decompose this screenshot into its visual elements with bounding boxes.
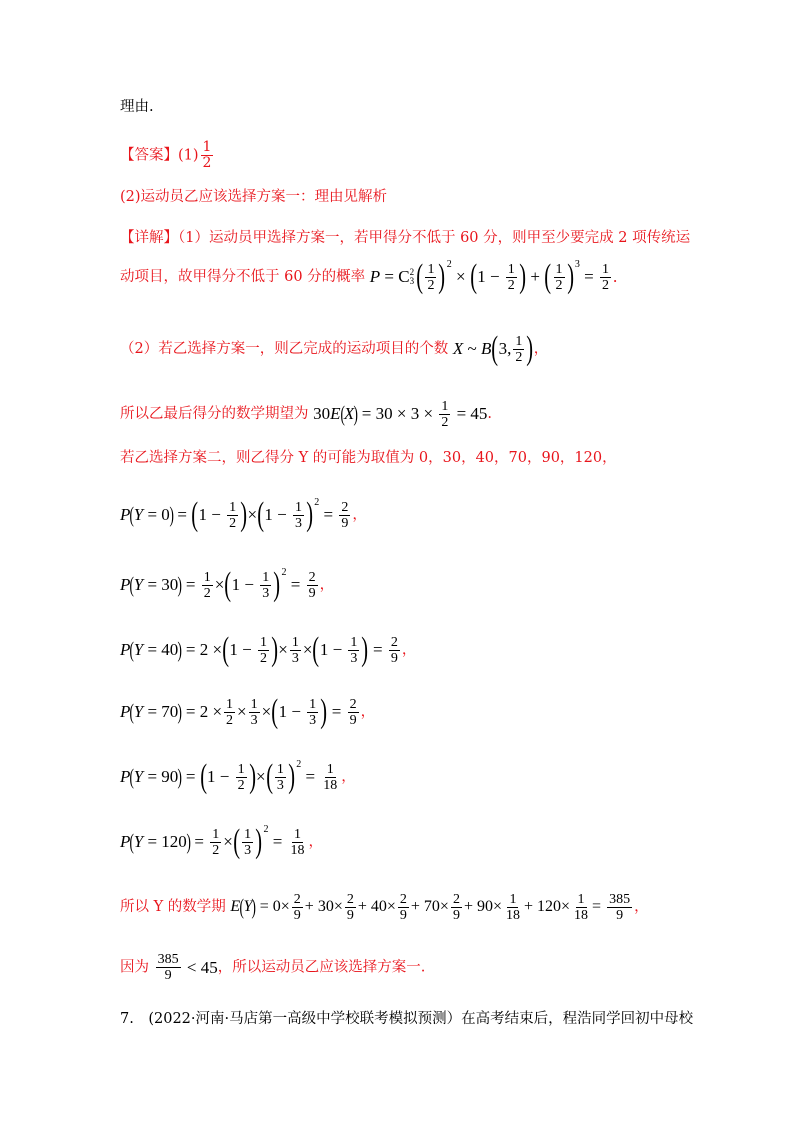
answer-part-1: (1) [178,147,199,164]
comma: ， [341,769,356,785]
comma: ， [401,642,417,658]
compare-prefix: 因为 [120,959,149,976]
plan2-line: 若乙选择方案二，则乙得分 Y 的可能为取值为 0，30，40，70，90，120， [120,450,617,466]
detail-text-2: （2）若乙选择方案一，则乙完成的运动项目的个数 [120,341,449,357]
formula-p-plan1: P = C 2 3 ( $\frac{1}{2}$ ) 2 × ( 1 − $\frac{1}{2}$ ) + ( $\frac{1}{2}$ ) 3 = $\frac{1}{2}$ . [369,258,618,295]
reason-text: 理由. [120,99,154,115]
formula-y70: P ( Y = 70 ) = 2 × $\frac{1}{2}$ × $\frac{1}{3}$ × ( 1 − $\frac{1}{3}$ ) = $\frac{2}{9}$ [120,693,357,730]
prob-y120 [120,825,323,859]
formula-y0: P ( Y = 0 ) = ( 1 − $\frac{1}{2}$ ) × ( 1 − $\frac{1}{3}$ ) 2 = $\frac{2}{9}$ [120,496,349,533]
prob-y90 [120,760,356,794]
formula-y30: P ( Y = 30 ) = $\frac{1}{2}$ × ( 1 − $\frac{1}{3}$ ) 2 = $\frac{2}{9}$ [120,566,316,603]
answer-tag: 【答案】 [120,147,178,164]
period: . [612,267,618,286]
compare-suffix: ，所以运动员乙应该选择方案一. [217,959,426,976]
formula-y90: P ( Y = 90 ) = ( 1 − $\frac{1}{2}$ ) × ( $\frac{1}{3}$ ) 2 = $\frac{1}{18}$ [120,758,338,795]
prob-y0 [120,498,367,532]
expect-text-1: 所以乙最后得分的数学期望为 [120,406,309,422]
detail-tag: 【详解】 [120,230,178,246]
period: . [487,406,493,422]
detail-line-2 [120,332,548,366]
compare-line [120,952,425,983]
expect-text-2: 所以 Y 的数学期 [120,899,226,915]
comma: ， [533,341,549,357]
formula-y120: P ( Y = 120 ) = $\frac{1}{2}$ × ( $\frac{1}{3}$ ) 2 = $\frac{1}{18}$ [120,823,305,860]
detail-line-1 [120,228,690,248]
detail-text-1a: （1）运动员甲选择方案一，若甲得分不低于 60 分，则甲至少要完成 2 项传统运 [178,230,691,246]
comma: ， [352,507,367,523]
formula-binomial: X ~ B ( 3, $\frac{1}{2}$ ) [452,330,534,367]
formula-expect-2: E ( Y ) = 0× $\frac{2}{9}$ + 30× $\frac{2}{9}$ + 40× $\frac{2}{9}$ + 70× $\frac{2}{9}$ + 90× $\frac{1}{18}$ + 120× $\frac{1}{18}$ = $\frac{385}{9}$ [230,891,631,923]
prob-y40 [120,633,416,667]
prob-y30 [120,568,334,602]
formula-expect-1: 30 E ( X ) = 30 × 3 × $\frac{1}{2}$ = 45 [313,398,488,430]
expect-line-1 [120,397,492,431]
prob-y70 [120,695,375,729]
expect-line-2 [120,890,649,924]
comma: ， [360,704,376,720]
answer-line-1 [120,140,215,171]
detail-line-1b [120,260,617,294]
comma: ， [319,577,335,593]
answer-fraction: $\frac{1}{2}$ [202,139,212,171]
answer-line-2: (2)运动员乙应该选择方案一：理由见解析 [120,189,388,205]
comma: ， [308,834,324,850]
detail-text-1b: 动项目，故甲得分不低于 60 分的概率 [120,269,366,285]
comma: ， [634,899,649,915]
formula-y40: P ( Y = 40 ) = 2 × ( 1 − $\frac{1}{2}$ ) × $\frac{1}{3}$ × ( 1 − $\frac{1}{3}$ ) = $\frac{2}{9}$ [120,631,398,668]
formula-compare: $\frac{385}{9}$ < 45 [157,952,218,983]
question-7: 7. (2022·河南·马店第一高级中学校联考模拟预测）在高考结束后，程浩同学回初中母校 [120,1011,694,1027]
